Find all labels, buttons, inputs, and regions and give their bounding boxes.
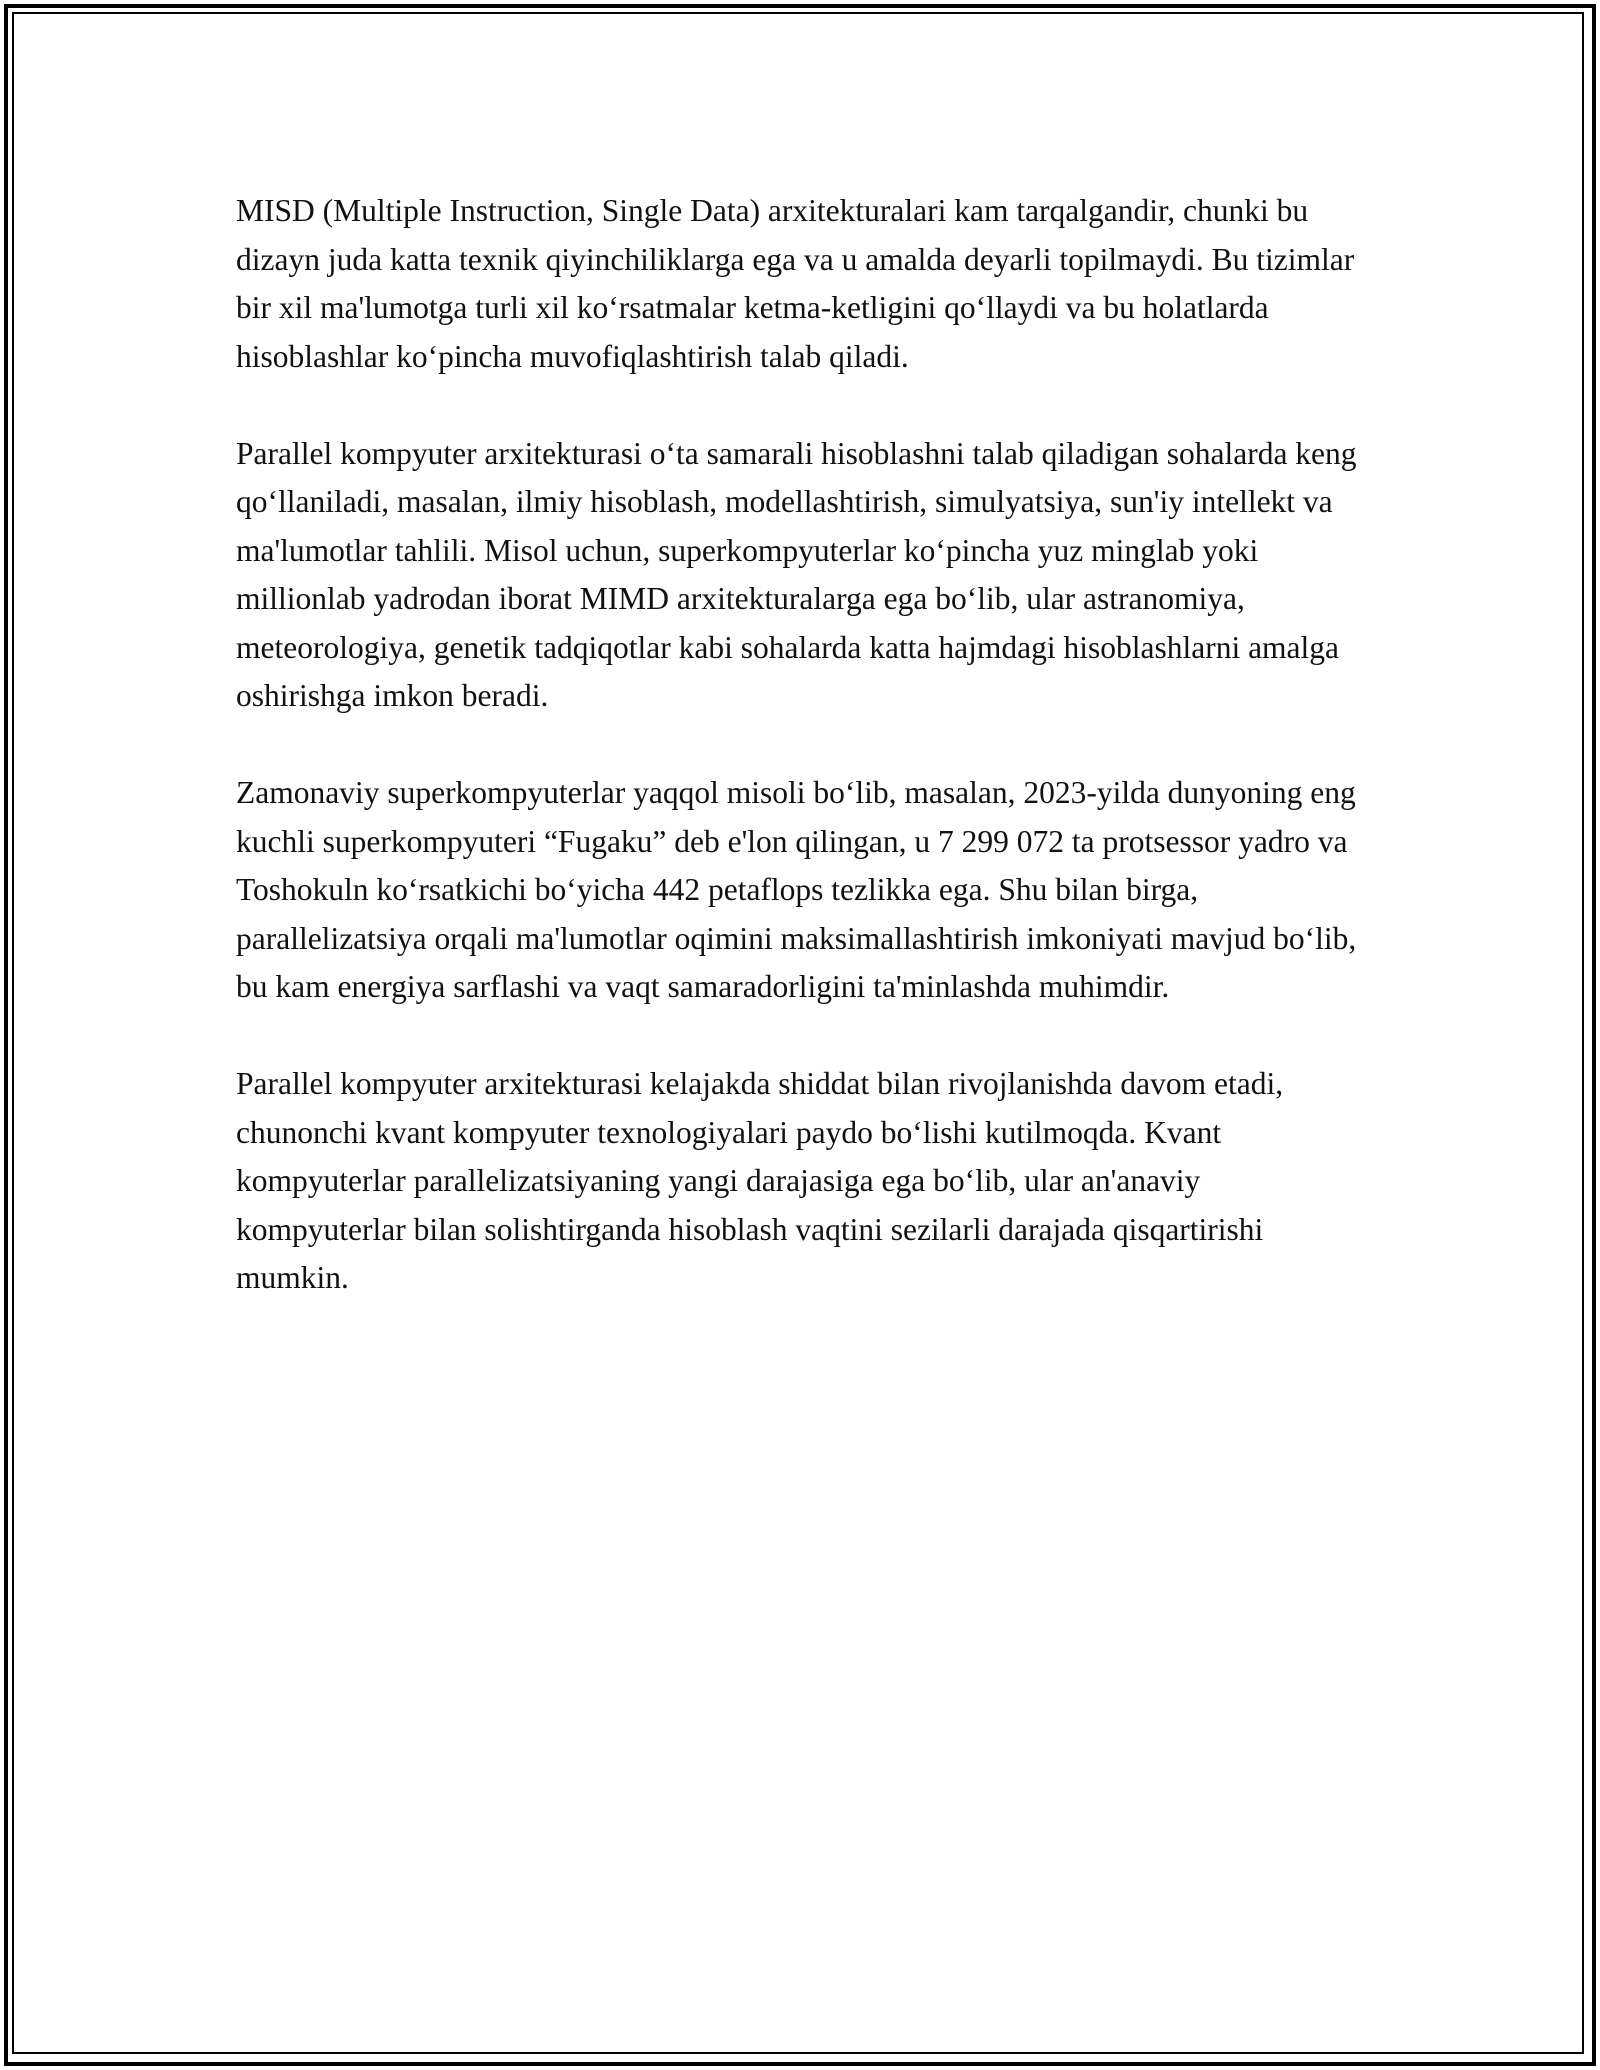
document-body bbox=[236, 187, 1376, 1351]
paragraph-misd: MISD (Multiple Instruction, Single Data) arxitekturalari kam tarqalgandir, chunki bu dizayn juda katta texnik qiyinchiliklarga ega va u amalda deyarli topilmaydi. Bu tizimlar bir xil ma'lumotga turli xil ko‘rsatmalar ketma-ketligini qo‘llaydi va bu holatlarda hisoblashlar ko‘pincha muvofiqlashtirish talab qiladi. bbox=[236, 193, 1355, 374]
paragraph-supercomputers: Zamonaviy superkompyuterlar yaqqol misoli bo‘lib, masalan, 2023-yilda dunyoning eng kuchli superkompyuteri “Fugaku” deb e'lon qilingan, u 7 299 072 ta protsessor yadro va Toshokuln ko‘rsatkichi bo‘yicha 442 petaflops tezlikka ega. Shu bilan birga, parallelizatsiya orqali ma'lumotlar oqimini maksimallashtirish imkoniyati mavjud bo‘lib, bu kam energiya sarflashi va vaqt samaradorligini ta'minlashda muhimdir. bbox=[236, 775, 1357, 1004]
paragraph-applications: Parallel kompyuter arxitekturasi o‘ta samarali hisoblashni talab qiladigan sohalarda keng qo‘llaniladi, masalan, ilmiy hisoblash, modellashtirish, simulyatsiya, sun'iy intellekt va ma'lumotlar tahlili. Misol uchun, superkompyuterlar ko‘pincha yuz minglab yoki millionlab yadrodan iborat MIMD arxitekturalarga ega bo‘lib, ular astranomiya, meteorologiya, genetik tadqiqotlar kabi sohalarda katta hajmdagi hisoblashlarni amalga oshirishga imkon beradi. bbox=[236, 435, 1357, 713]
paragraph-future: Parallel kompyuter arxitekturasi kelajakda shiddat bilan rivojlanishda davom etadi, chunonchi kvant kompyuter texnologiyalari paydo bo‘lishi kutilmoqda. Kvant kompyuterlar parallelizatsiyaning yangi darajasiga ega bo‘lib, ular an'anaviy kompyuterlar bilan solishtirganda hisoblash vaqtini sezilarli darajada qisqartirishi mumkin. bbox=[236, 1066, 1284, 1295]
